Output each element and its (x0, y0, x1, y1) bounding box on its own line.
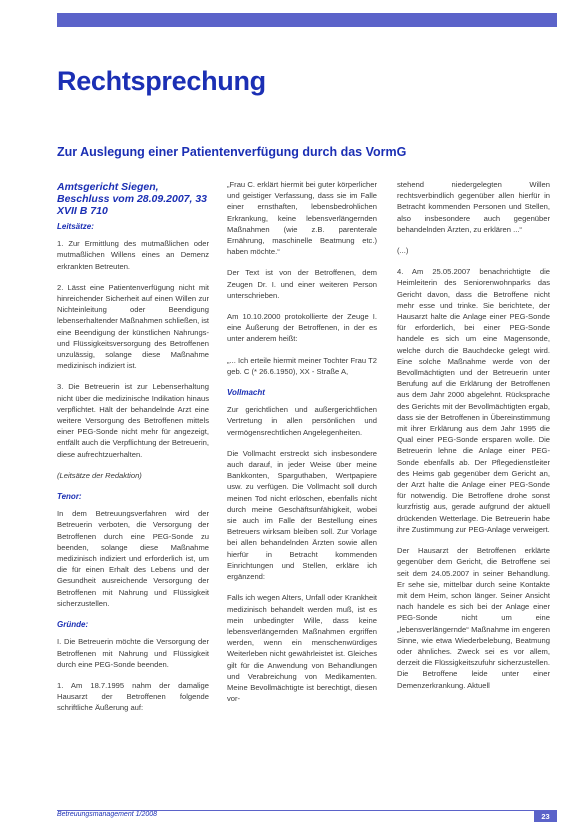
col2-paragraph-4: Zur gerichtlichen und außergerichtlichen Vertretung in allen persönlichen und vermögensrechtlichen Angelegenheiten. (227, 405, 377, 437)
tenor-heading: Tenor: (57, 492, 82, 502)
gruende-paragraph-2: 1. Am 18.7.1995 nahm der damalige Hausarzt der Betroffenen folgende schriftliche Äußerung auf: (57, 680, 209, 713)
col2-paragraph-5: Die Vollmacht erstreckt sich insbesondere auch darauf, in jeder Weise über meine Bankkonten, Sparguthaben, Wertpapiere usw. zu verfügen. Die Vollmacht soll durch meinen Tod nicht erlöschen, ebenfalls nicht durch meine Geschäftsunfähigkeit, wobei sie auch im Falle der Bestellung eines Betreuers wirksam bleiben soll. Zur Vorlage bei allen behandelnden Ärzten sowie allen hierfür in Betracht kommenden Einrichtungen und Stellen, erkläre ich ergänzend: (227, 448, 377, 582)
editorial-note: (Leitsätze der Redaktion) (57, 470, 142, 480)
col2-paragraph-2: Der Text ist von der Betroffenen, dem Zeugen Dr. I. und einer weiteren Person unterschrieben. (227, 268, 377, 300)
leitsatz-1: 1. Zur Ermittlung des mutmaßlichen oder mutmaßlichen Willens eines an Demenz erkrankten Betreuten. (57, 239, 209, 271)
leitsaetze-heading: Leitsätze: (57, 222, 94, 231)
gruende-paragraph-1: I. Die Betreuerin möchte die Versorgung der Betroffenen mit Nahrung und Flüssigkeit durch eine PEG-Sonde beenden. (57, 637, 209, 669)
page-number: 23 (534, 811, 557, 822)
leitsatz-2: 2. Lässt eine Patientenverfügung nicht mit hinreichender Sicherheit auf einen Willen zur Nichteinleitung oder Beendigung lebenserhaltender Maßnahmen schließen, ist eine Beendigung der künstlichen Nahrungs- und Flüssigkeitsversorgung des Betroffenen unzulässig, solange diese Maßnahme medizinisch indiziert ist. (57, 282, 209, 371)
page-title: Rechtsprechung (57, 66, 266, 96)
col2-paragraph-6: Falls ich wegen Alters, Unfall oder Krankheit medizinisch behandelt werden muß, ist es mein unbedingter Wille, dass keine lebensverlängernden Maßnahmen ergriffen werden, wenn ein menschenwürdiges Weiterleben nicht gewährleistet ist. Gleiches gilt für die Anwendung von Behandlungen und Verabreichung von Medikamenten. Meine Bevollmächtigte ist berechtigt, diesen vor- (227, 593, 377, 704)
header-bar (57, 13, 557, 27)
footer-journal: Betreuungsmanagement 1/2008 (57, 811, 158, 818)
column-3 (397, 179, 550, 701)
leitsatz-3: 3. Die Betreuerin ist zur Lebenserhaltung nicht über die medizinische Indikation hinaus verpflichtet. Hält der behandelnde Arzt eine weitere Versorgung des Betroffenen mittels einer PEG-Sonde nicht mehr für angezeigt, entfällt auch die Verpflichtung der Betreuerin, diese aufrechtzuerhalten. (57, 382, 209, 459)
article-subtitle: Zur Auslegung einer Patientenverfügung durch das VormG (57, 145, 407, 159)
gruende-heading: Gründe: (57, 620, 89, 630)
tenor-text: In dem Betreuungsverfahren wird der Betreuerin verboten, die Versorgung der Betroffenen durch eine PEG-Sonde zu beenden, solange diese Maßnahme medizinisch indiziert und erforderlich ist, um die für einen Erhalt des Lebens und der Gesundheit ausreichende Versorgung der Betroffenen mit Nahrung und Flüssigkeit sicherzustellen. (57, 509, 209, 608)
vollmacht-heading: Vollmacht (227, 388, 265, 398)
col3-paragraph-1: stehend niedergelegten Willen rechtsverbindlich gegenüber allen hierfür in Betracht kommenden Personen und Stellen, also insbesondere auch gegenüber behandelnden Ärzten, zu erklären ...“ (397, 180, 550, 234)
col3-paragraph-3: Der Hausarzt der Betroffenen erklärte gegenüber dem Gericht, die Betroffene sei seit dem 24.05.2007 in seiner Behandlung. Er sehe sie, mittelbar durch seine Kontakte mit dem Heim, schon länger. Seiner Ansicht nach handele es sich bei der Anlage einer PEG-Sonde nicht um eine „lebensverlängernde“ Maßnahme im engeren Sinne, wie etwa Wiederbelebung, Beatmung oder ähnliches. Zweck sei es vor allem, derzeit die Flüssigkeitszufuhr sicherzustellen. Die Betroffene leide unter einer Demenzerkrankung. Aktuell (397, 546, 550, 690)
quote-2000: „... Ich erteile hiermit meiner Tochter Frau T2 geb. C (* 26.6.1950), XX - Straße A, (227, 355, 377, 376)
quote-1995: „Frau C. erklärt hiermit bei guter körperlicher und geistiger Verfassung, dass sie im Falle einer ernsthaften, lebensbedrohlichen Erkrankung, keine lebensverlängernden Maßnahmen (wie z.B. parenterale Ernährung, maschinelle Beatmung etc.) haben möchte.“ (227, 180, 377, 257)
col3-paragraph-2: 4. Am 25.05.2007 benachrichtigte die Heimleiterin des Seniorenwohnparks das Gericht davon, dass die Betroffene nicht mehr esse und trinke. Sie berichtete, der Hausarzt halte die Anlage einer PEG-Sonde für erforderlich, bei einer PEG-Sonde handele es sich um eine Magensonde, welche durch die Bauchdecke gelegt wird. Eine solche Maßnahme werde von der Bevollmächtigten und der Betreuerin unter Berufung auf die Erklärung der Betroffenen aus dem Jahr 2000 abgelehnt. Rücksprache des Gerichts mit der Bevollmächtigten ergab, dass sie der Betroffenen in Übereinstimmung mit ihrer Erklärung aus dem Jahr 1995 die Qual einer PEG-Sonde ersparen wolle. Die Betreuerin lehne die Anlage einer PEG-Sonde ebenfalls ab. Der Pflegedienstleiter des Heims gab gegenüber dem Gericht an, der Arzt halte die Anlage einer PEG-Sonde für notwendig. Die Betroffene drohe sonst kurzfristig aus, gerade aufgrund der aktuell drückenden Wetterlage. Die Betreuerin habe ihre Zustimmung zur PEG-Anlage verweigert. (397, 267, 550, 534)
court-decision-heading: Amtsgericht Siegen, Beschluss vom 28.09.2007, 33 XVII B 710 (57, 181, 208, 217)
col3-ellipsis: (...) (397, 246, 409, 256)
column-1 (57, 181, 209, 724)
column-2 (227, 179, 377, 714)
col2-paragraph-3: Am 10.10.2000 protokollierte der Zeuge I. eine Äußerung der Betroffenen, in der es unter anderem heißt: (227, 312, 377, 344)
